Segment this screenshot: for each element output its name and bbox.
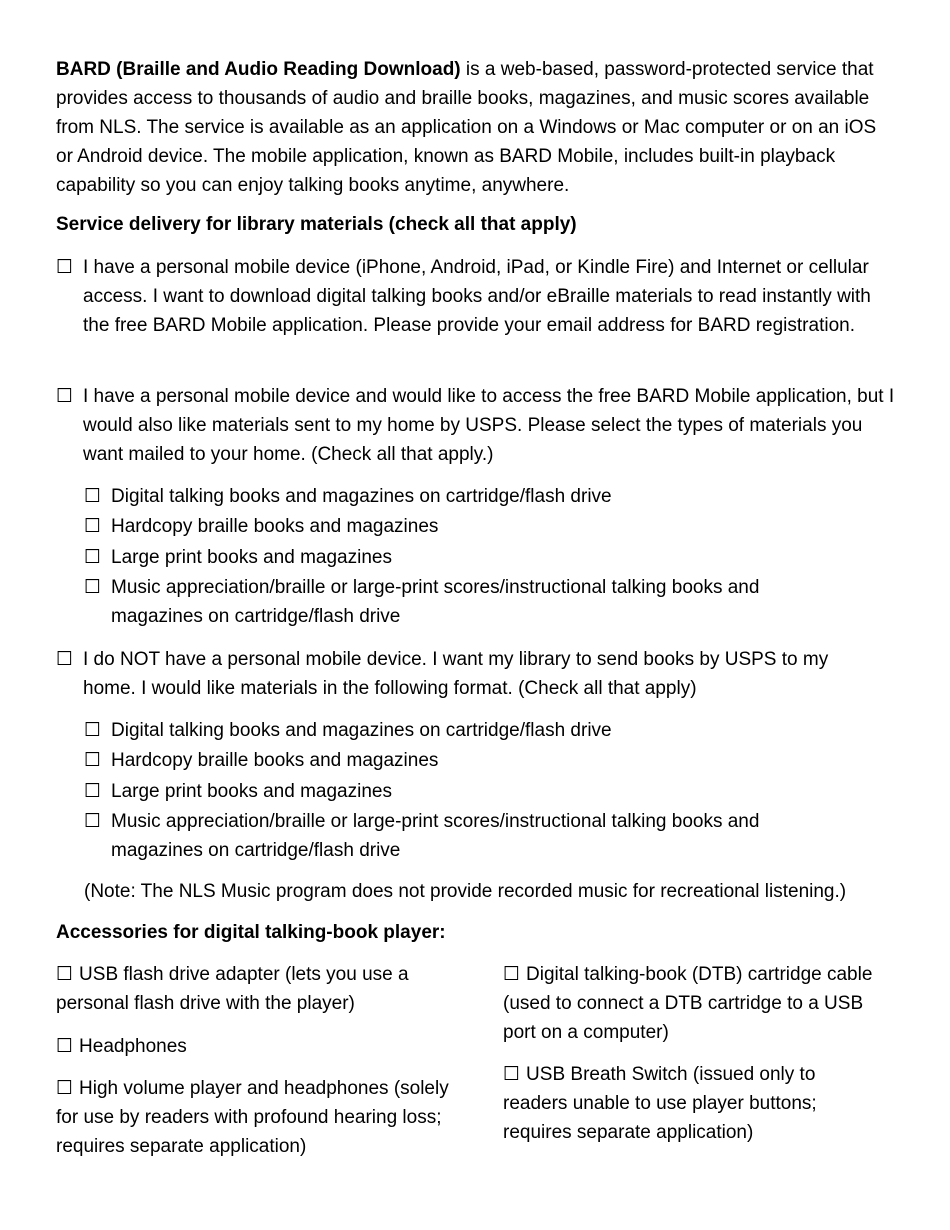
intro-text: is a web-based, password-protected service that provides access to thousands of audio and braille books, magazines, and music scores available from NLS. The service is available as an application on a Windows or Mac computer or on an iOS or Android device. The mobile application, known as BARD Mobile, includes built-in playback capability so you can enjoy talking books anytime, anywhere.: [56, 59, 877, 196]
accessory-high-volume-player[interactable]: [56, 1074, 456, 1161]
accessory-label: USB flash drive adapter (lets you use a personal flash drive with the player): [56, 964, 409, 1014]
sub-label: Music appreciation/braille or large-print scores/instructional talking books and magazines on cartridge/flash drive: [111, 577, 760, 627]
accessory-label: Digital talking-book (DTB) cartridge cable (used to connect a DTB cartridge to a USB port on a computer): [503, 964, 873, 1043]
checkbox[interactable]: ☐: [84, 811, 102, 832]
sub-label: Hardcopy braille books and magazines: [111, 516, 439, 537]
sub-label: Digital talking books and magazines on cartridge/flash drive: [111, 720, 612, 741]
sub-label: Music appreciation/braille or large-print scores/instructional talking books and magazines on cartridge/flash drive: [111, 811, 760, 861]
option-label: I do NOT have a personal mobile device. I want my library to send books by USPS to my home. I would like materials in the following format. (Check all that apply): [83, 649, 829, 699]
accessory-label: High volume player and headphones (solely for use by readers with profound hearing loss; requires separate application): [56, 1078, 449, 1157]
checkbox[interactable]: ☐: [503, 1064, 521, 1085]
option2-sub-dtb[interactable]: [84, 482, 871, 511]
option2-sub-music[interactable]: [84, 573, 831, 631]
music-note: (Note: The NLS Music program does not provide recorded music for recreational listening.): [84, 881, 847, 902]
sub-label: Large print books and magazines: [111, 781, 392, 802]
sub-label: Large print books and magazines: [111, 547, 392, 568]
checkbox[interactable]: ☐: [56, 386, 74, 407]
checkbox[interactable]: ☐: [84, 486, 102, 507]
option2-sub-braille[interactable]: [84, 512, 871, 541]
service-heading: Service delivery for library materials (check all that apply): [56, 214, 577, 235]
option3-sub-large-print[interactable]: [84, 777, 871, 806]
accessory-headphones[interactable]: [56, 1032, 456, 1061]
intro-paragraph: [56, 55, 898, 200]
service-option-mobile-and-mail[interactable]: [56, 382, 898, 469]
option3-sub-braille[interactable]: [84, 746, 871, 775]
checkbox[interactable]: ☐: [84, 750, 102, 771]
checkbox[interactable]: ☐: [503, 964, 521, 985]
service-option-mail-only[interactable]: [56, 645, 883, 703]
checkbox[interactable]: ☐: [84, 547, 102, 568]
option-label: I have a personal mobile device and would like to access the free BARD Mobile application, but I would also like materials sent to my home by USPS. Please select the types of materials you want mailed to your home. (Check all that apply.): [83, 386, 895, 465]
checkbox[interactable]: ☐: [56, 1078, 74, 1099]
option-label: I have a personal mobile device (iPhone, Android, iPad, or Kindle Fire) and Internet or cellular access. I want to download digital talking books and/or eBraille materials to read instantly with the free BARD Mobile application. Please provide your email address for BARD registration.: [83, 257, 871, 336]
accessories-heading: Accessories for digital talking-book player:: [56, 922, 446, 943]
accessory-usb-adapter[interactable]: [56, 960, 456, 1018]
checkbox[interactable]: ☐: [56, 964, 74, 985]
intro-bold-lead: BARD (Braille and Audio Reading Download): [56, 59, 461, 80]
sub-label: Hardcopy braille books and magazines: [111, 750, 439, 771]
checkbox[interactable]: ☐: [56, 257, 74, 278]
service-option-mobile-only[interactable]: [56, 253, 898, 340]
checkbox[interactable]: ☐: [84, 577, 102, 598]
checkbox[interactable]: ☐: [56, 1036, 74, 1057]
sub-label: Digital talking books and magazines on cartridge/flash drive: [111, 486, 612, 507]
accessory-label: USB Breath Switch (issued only to readers unable to use player buttons; requires separate application): [503, 1064, 817, 1143]
option3-sub-dtb[interactable]: [84, 716, 871, 745]
accessory-dtb-cable[interactable]: [503, 960, 898, 1047]
option2-sub-large-print[interactable]: [84, 543, 871, 572]
option3-sub-music[interactable]: [84, 807, 831, 865]
checkbox[interactable]: ☐: [56, 649, 74, 670]
checkbox[interactable]: ☐: [84, 781, 102, 802]
checkbox[interactable]: ☐: [84, 516, 102, 537]
accessory-label: Headphones: [79, 1036, 187, 1057]
accessory-breath-switch[interactable]: [503, 1060, 863, 1147]
checkbox[interactable]: ☐: [84, 720, 102, 741]
